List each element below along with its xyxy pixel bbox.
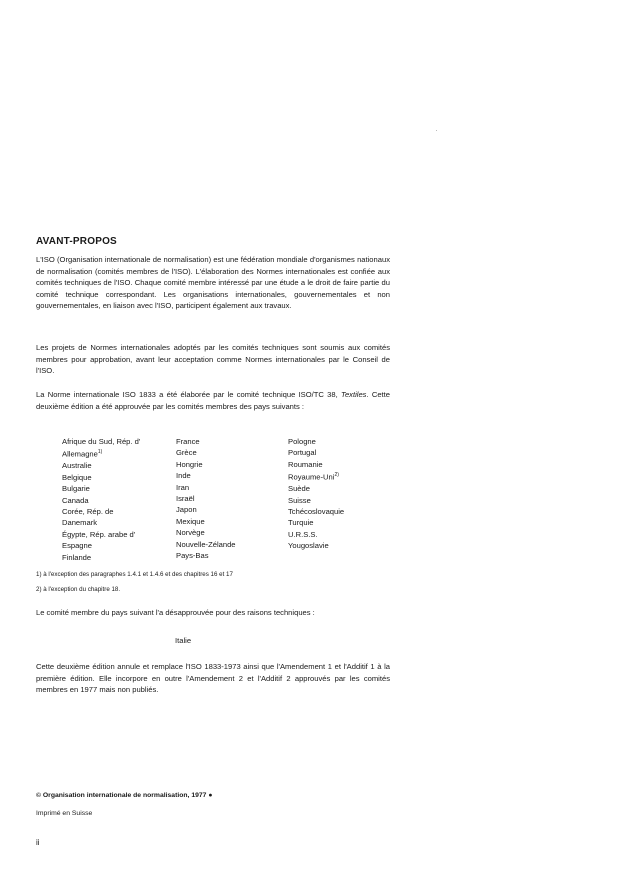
scan-speck (436, 130, 437, 131)
country-item: Hongrie (176, 459, 203, 469)
page-number: ii (36, 838, 40, 847)
countries-column-3 (288, 436, 344, 552)
country-item: Finlande (62, 552, 92, 562)
country-item: Pays-Bas (176, 551, 209, 561)
country-item: Iran (176, 482, 190, 492)
paragraph-standard-info (36, 389, 390, 412)
country-item: Norvège (176, 528, 205, 538)
country-item: Turquie (288, 518, 314, 528)
printed-in: Imprimé en Suisse (36, 810, 93, 817)
country-item: U.R.S.S. (288, 529, 318, 539)
country-item: Allemagne$^{1)}$ (62, 449, 103, 459)
footnote-marker: 2) (334, 472, 339, 479)
country-item: Australie (62, 461, 92, 471)
paragraph-approval-process: Les projets de Normes internationales adoptés par les comités techniques sont soumis aux comités membres pour approbation, avant leur acceptation comme Normes internationales par le Conseil de l'ISO. (36, 343, 390, 376)
disapproving-country: Italie (175, 636, 192, 645)
standard-info-text-2: . Cette deuxième édition a été approuvée par les comités membres des pays suivants : (36, 390, 390, 411)
section-heading: AVANT-PROPOS (36, 236, 117, 247)
paragraph-edition-info: Cette deuxième édition annule et remplace l'ISO 1833-1973 ainsi que l'Amendement 1 et l'Additif 1 à la première édition. Elle incorpore en outre l'Amendement 2 et l'Additif 2 approuvés par les comités membres en 1977 mais non publiés. (36, 662, 390, 695)
country-item: Israël (176, 494, 195, 504)
country-item: Suède (288, 484, 310, 494)
country-item: Nouvelle-Zélande (176, 539, 236, 549)
country-item: Suisse (288, 495, 311, 505)
country-item: Yougoslavie (288, 541, 329, 551)
country-item: Mexique (176, 516, 205, 526)
country-item: Corée, Rép. de (62, 506, 114, 516)
footnote-1: 1) à l'exception des paragraphes 1.4.1 et 1.4.6 et des chapitres 16 et 17 (36, 571, 233, 578)
footnote-marker: 1) (97, 449, 103, 456)
disapproval-statement: Le comité membre du pays suivant l'a désapprouvée pour des raisons techniques : (36, 608, 315, 617)
country-item: Grèce (176, 448, 197, 458)
country-item: Afrique du Sud, Rép. d' (62, 437, 141, 446)
country-item: Espagne (62, 541, 92, 551)
country-item: Canada (62, 495, 89, 505)
country-item: Tchécoslovaquie (288, 506, 345, 516)
country-item: France (176, 437, 200, 446)
country-item: Portugal (288, 448, 317, 458)
footnote-2: 2) à l'exception du chapitre 18. (36, 586, 121, 593)
country-item: Égypte, Rép. arabe d' (62, 529, 136, 539)
countries-column-2 (176, 436, 236, 561)
standard-info-text-1: La Norme internationale ISO 1833 a été élaborée par le comité technique ISO/TC 38, (36, 390, 341, 399)
country-item: Pologne (288, 437, 316, 446)
country-item: Belgique (62, 472, 92, 482)
paragraph-iso-intro: L'ISO (Organisation internationale de normalisation) est une fédération mondiale d'organismes nationaux de normalisation (comités membres de l'ISO). L'élaboration des Normes internationales est confiée aux comités techniques de l'ISO. Chaque comité membre intéressé par une étude a le droit de faire partie du comité technique correspondant. Les organisations internationales, gouvernementales et non gouvernementales, en liaison avec l'ISO, participent également aux travaux. (36, 255, 390, 311)
country-item: Bulgarie (62, 484, 90, 494)
country-item: Danemark (62, 518, 98, 528)
country-item: Royaume-Uni$^{2)}$ (288, 472, 339, 482)
country-item: Roumanie (288, 459, 323, 469)
copyright-notice: © Organisation internationale de normalisation, 1977 ● (36, 792, 213, 799)
country-item: Japon (176, 505, 197, 515)
committee-name: Textiles (341, 390, 367, 399)
country-item: Inde (176, 471, 191, 481)
countries-column-1 (62, 436, 140, 563)
